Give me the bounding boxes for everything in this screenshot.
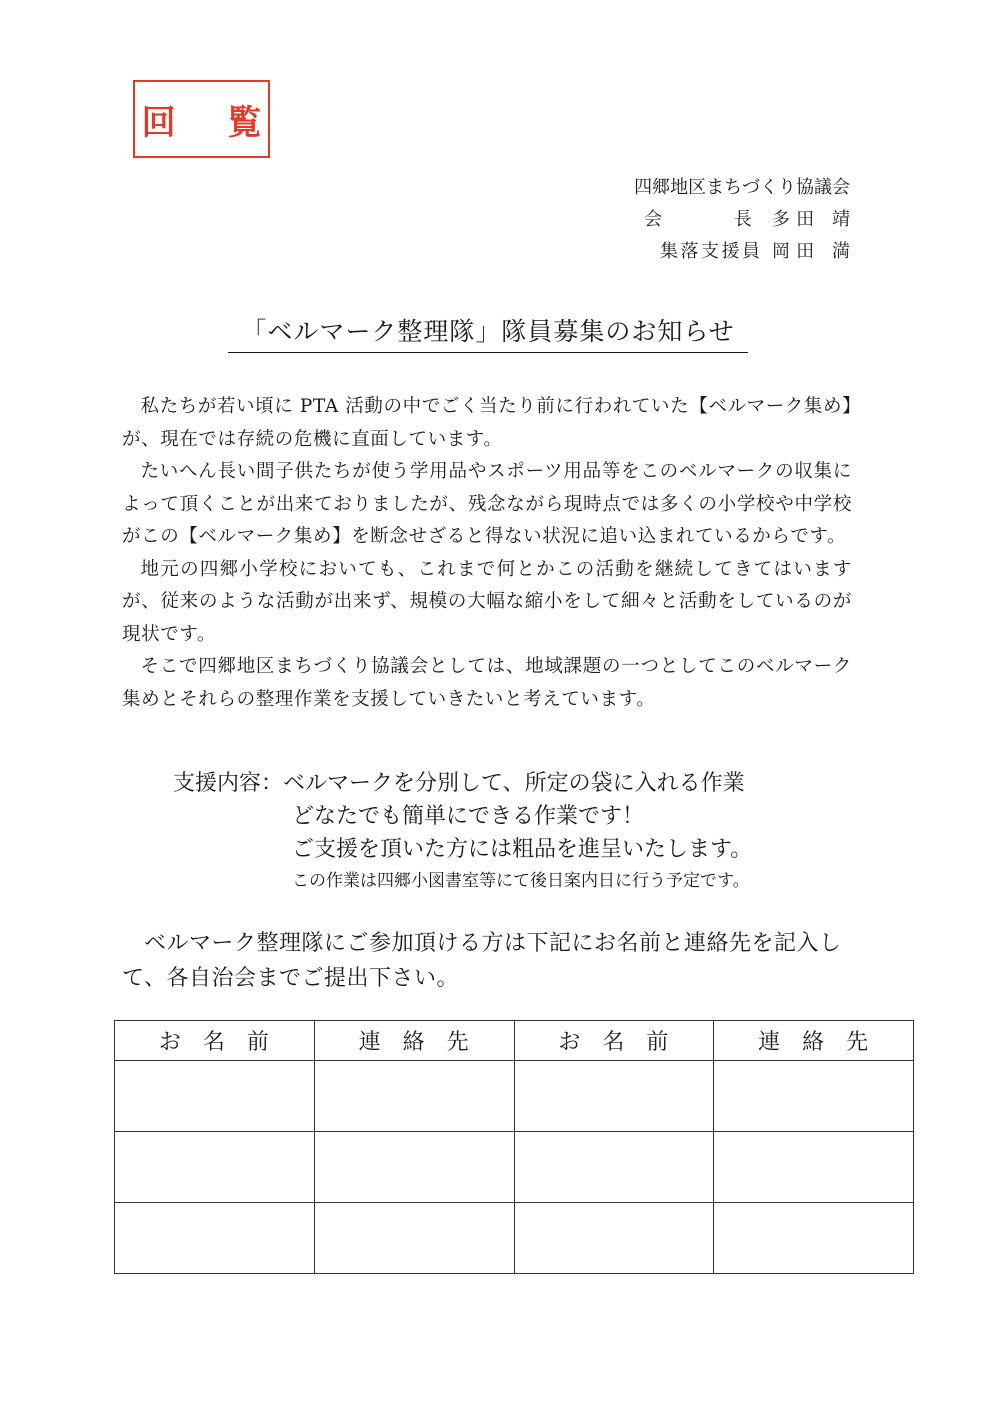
- name-cell[interactable]: [514, 1132, 714, 1203]
- support-label: 支援内容：: [173, 771, 284, 796]
- table-row: [115, 1203, 914, 1274]
- sender-role-support: 集落支援員: [660, 241, 760, 262]
- body-text: [122, 391, 852, 716]
- name-cell[interactable]: [115, 1203, 315, 1274]
- sender-block: [634, 172, 850, 268]
- body-paragraph: 地元の四郷小学校においても、これまで何とかこの活動を継続してきてはいますが、従来のような活動が出来ず、規模の大幅な縮小をして細々と活動をしているのが現状です。: [122, 558, 852, 645]
- sender-role-chair: 会長: [644, 209, 752, 230]
- header-contact-1: 連絡先: [314, 1021, 514, 1061]
- stamp-text: 回 覧: [141, 102, 282, 143]
- name-cell[interactable]: [514, 1203, 714, 1274]
- body-paragraph: 私たちが若い頃に PTA 活動の中でごく当たり前に行われていた【ベルマーク集め】が、現在では存続の危機に直面しています。: [122, 396, 852, 450]
- name-cell[interactable]: [514, 1061, 714, 1132]
- support-details: [173, 767, 752, 896]
- circulation-stamp: [133, 80, 282, 158]
- contact-cell[interactable]: [314, 1203, 514, 1274]
- header-name-2: お名前: [514, 1021, 714, 1061]
- signup-table: [114, 1020, 914, 1274]
- body-paragraph: たいへん長い間子供たちが使う学用品やスポーツ用品等をこのベルマークの収集によって頂くことが出来ておりましたが、残念ながら現時点では多くの小学校や中学校がこの【ベルマーク集め】を断念せざると得ない状況に追い込まれているからです。: [122, 461, 852, 547]
- sender-name-chair: 多田 靖: [772, 209, 850, 230]
- body-paragraph: そこで四郷地区まちづくり協議会としては、地域課題の一つとしてこのベルマーク集めとそれらの整理作業を支援していきたいと考えています。: [122, 656, 852, 710]
- appeal-text: [122, 926, 857, 996]
- header-name-1: お名前: [115, 1021, 315, 1061]
- support-line-1: ベルマークを分別して、所定の袋に入れる作業: [283, 771, 745, 796]
- table-row: [115, 1061, 914, 1132]
- sender-organization: 四郷地区まちづくり協議会: [634, 177, 850, 198]
- table-row: [115, 1132, 914, 1203]
- contact-cell[interactable]: [714, 1132, 914, 1203]
- name-cell[interactable]: [115, 1132, 315, 1203]
- contact-cell[interactable]: [314, 1132, 514, 1203]
- contact-cell[interactable]: [714, 1061, 914, 1132]
- name-cell[interactable]: [115, 1061, 315, 1132]
- header-contact-2: 連絡先: [714, 1021, 914, 1061]
- sender-name-support: 岡田 満: [772, 241, 850, 262]
- table-header-row: [115, 1021, 914, 1061]
- appeal-paragraph: ベルマーク整理隊にご参加頂ける方は下記にお名前と連絡先を記入して、各自治会までご提出下さい。: [122, 931, 842, 991]
- support-line-3: ご支援を頂いた方には粗品を進呈いたします。: [292, 837, 753, 862]
- contact-cell[interactable]: [314, 1061, 514, 1132]
- support-note: この作業は四郷小図書室等にて後日案内日に行う予定です。: [292, 871, 750, 891]
- support-line-2: どなたでも簡単にできる作業です！: [292, 804, 645, 829]
- page-title: 「ベルマーク整理隊」隊員募集のお知らせ: [228, 312, 748, 353]
- contact-cell[interactable]: [714, 1203, 914, 1274]
